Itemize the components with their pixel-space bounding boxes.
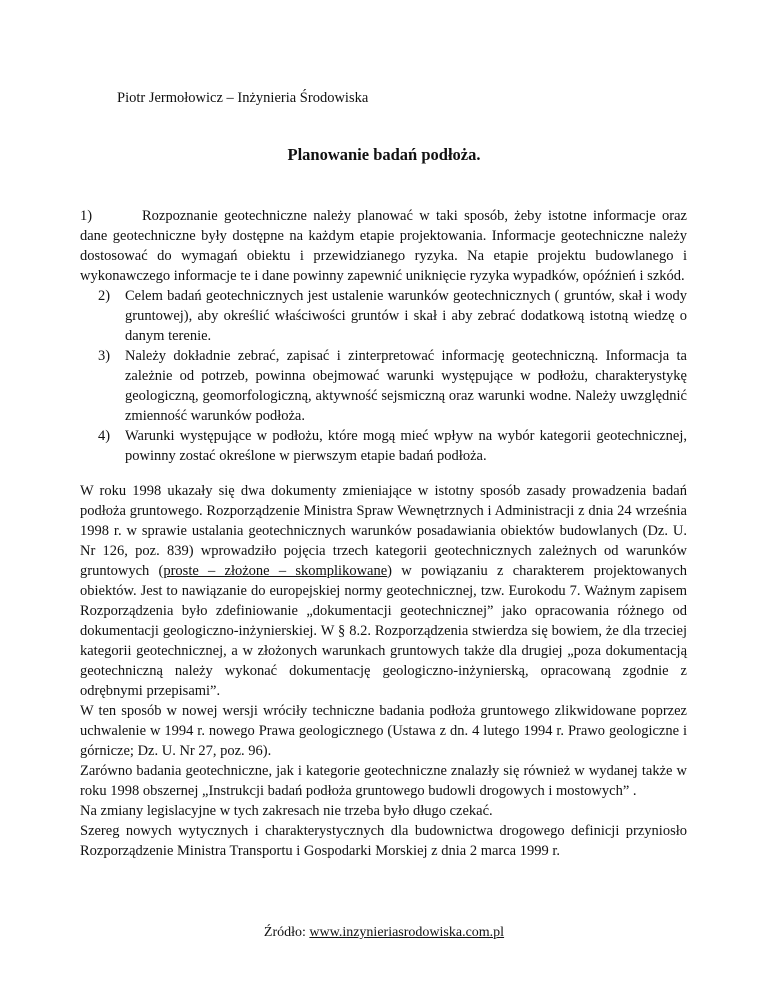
paragraph-regulation: Szereg nowych wytycznych i charakterystycznych dla budownictwa drogowego definicji przyniosło Rozporządzenie Ministra Transportu i Gospodarki Morskiej z dnia 2 marca 1999 r.: [80, 823, 687, 859]
page-title: Planowanie badań podłoża.: [287, 145, 481, 164]
list-item-number: 4): [98, 428, 111, 444]
list-item-1: [80, 206, 687, 286]
document-body: [80, 206, 687, 861]
paragraph-legislation: Na zmiany legislacyjne w tych zakresach nie trzeba było długo czekać.: [80, 803, 493, 819]
list-item-2: [98, 286, 687, 346]
list-item-text: Celem badań geotechnicznych jest ustalenie warunków geotechnicznych ( gruntów, skał i wody gruntowej), aby określić właściwości gruntów i skał i aby zebrać dodatkową istotną wiedzę o danym terenie.: [125, 288, 687, 344]
paragraph-text: ) w powiązaniu z charakterem projektowanych obiektów. Jest to nawiązanie do europejskiej normy geotechnicznej, tzw. Eurokodu 7. Ważnym zapisem Rozporządzenia było zdefiniowanie „dokumentacji geotechnicznej” jako opracowania różnego od dokumentacji geologiczno-inżynierskiej. W § 8.2. Rozporządzenia stwierdza się bowiem, że dla trzeciej kategorii geotechnicznej, a w złożonych warunkach gruntowych także dla drugiej „poza dokumentacją geotechniczną należy wykonać dokumentację geologiczno-inżynierską, opracowaną zgodnie z odrębnymi przepisami”.: [80, 563, 687, 699]
source-footer: [0, 925, 768, 941]
paragraph-gap: [80, 466, 687, 481]
paragraph-1998-documents: [80, 481, 687, 701]
list-item-text: Należy dokładnie zebrać, zapisać i zinterpretować informację geotechniczną. Informacja ta zależnie od potrzeb, powinna obejmować warunki występujące w podłożu, charakterystykę geologiczną, geomorfologiczną, aktywność sejsmiczną oraz warunki wodne. Należy uwzględnić zmienność warunków podłoża.: [125, 348, 687, 424]
paragraph-instruction: Zarówno badania geotechniczne, jak i kategorie geotechniczne znalazły się również w wydanej także w roku 1998 obszernej „Instrukcji badań podłoża gruntowego budowli drogowych i mostowych” .: [80, 763, 687, 799]
list-item-3: [98, 346, 687, 426]
list-item-text: Rozpoznanie geotechniczne należy planować w taki sposób, żeby istotne informacje oraz dane geotechniczne były dostępne na każdym etapie projektowania. Informacje geotechniczne należy dostosować do wymagań obiektu i przewidzianego ryzyka. Na etapie projektu budowlanego i wykonawczego informacje te i dane powinny zapewnić uniknięcie ryzyka wypadków, opóźnień i szkód.: [80, 208, 687, 284]
numbered-list: [80, 286, 687, 466]
list-item-number: 2): [98, 288, 111, 304]
list-item-text: Warunki występujące w podłożu, które mogą mieć wpływ na wybór kategorii geotechnicznej, powinny zostać określone w pierwszym etapie badań podłoża.: [125, 428, 687, 464]
paragraph-text: W roku 1998 ukazały się dwa dokumenty zmieniające w istotny sposób zasady prowadzenia badań podłoża gruntowego. Rozporządzenie Ministra Spraw Wewnętrznych i Administracji z dnia 24 września 1998 r. w sprawie ustalania geotechnicznych warunków posadawiania obiektów budowlanych (Dz. U. Nr 126, poz. 839) wprowadziło pojęcia trzech kategorii geotechnicznych zależnych od warunków gruntowych (: [80, 483, 687, 579]
source-label: Źródło:: [263, 925, 310, 940]
author-header: Piotr Jermołowicz – Inżynieria Środowiska: [117, 90, 369, 106]
list-item-number: 1): [80, 208, 93, 224]
paragraph-new-version: W ten sposób w nowej wersji wróciły techniczne badania podłoża gruntowego zlikwidowane poprzez uchwalenie w 1994 r. nowego Prawa geologicznego (Ustawa z dn. 4 lutego 1994 r. Prawo geologiczne i górnicze; Dz. U. Nr 27, poz. 96).: [80, 703, 687, 759]
source-link[interactable]: www.inzynieriasrodowiska.com.pl: [309, 925, 505, 940]
list-item-number: 3): [98, 348, 111, 364]
underlined-categories: proste – złożone – skomplikowane: [163, 563, 388, 579]
list-item-4: [98, 426, 687, 466]
